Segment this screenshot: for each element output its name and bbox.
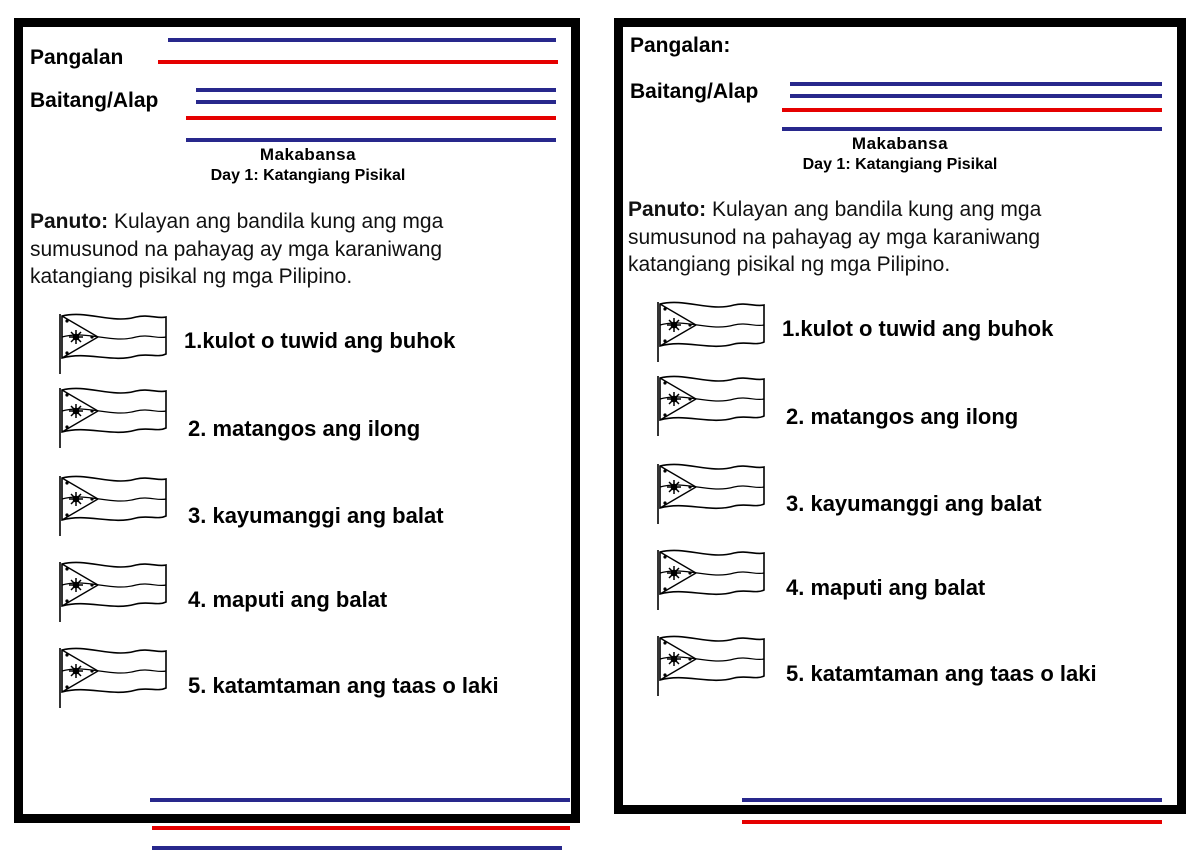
- philippine-flag-icon: [52, 470, 172, 542]
- heading-line1-right: Makabansa: [851, 134, 949, 153]
- heading-line2-right: Day 1: Katangiang Pisikal: [802, 156, 998, 173]
- item-label-5-left: 5. katamtaman ang taas o laki: [188, 673, 499, 698]
- instruction-bold-right: Panuto:: [628, 198, 707, 221]
- rule-red-top-right: [782, 108, 1162, 112]
- instruction-left: [30, 208, 550, 291]
- rule-blue-mid2-left: [196, 100, 556, 104]
- rule-blue-mid-right: [782, 127, 1162, 131]
- grade-field-label-right: Baitang/Alap: [630, 80, 759, 103]
- instruction-text-right: Kulayan ang bandila kung ang mga sumusunod na pahayag ay mga karaniwang katangiang pisikal ng mga Pilipino.: [628, 198, 1042, 277]
- rule-red-bottom-right: [742, 820, 1162, 824]
- grade-field-label-left: Baitang/Alap: [30, 89, 159, 112]
- rule-blue-mid3-left: [186, 138, 556, 142]
- item-label-2-right: 2. matangos ang ilong: [786, 404, 1019, 429]
- item-label-2-left: 2. matangos ang ilong: [188, 416, 421, 441]
- name-field-label-left: Pangalan: [30, 46, 124, 69]
- philippine-flag-icon: [650, 630, 770, 702]
- rule-blue-bottom-right: [742, 798, 1162, 802]
- philippine-flag-icon: [52, 642, 172, 714]
- item-label-5-right: 5. katamtaman ang taas o laki: [786, 661, 1097, 686]
- name-field-label-right: Pangalan:: [630, 34, 731, 57]
- rule-blue-top2-right: [790, 94, 1162, 98]
- rule-blue-bottom1-left: [150, 798, 570, 802]
- philippine-flag-icon: [650, 458, 770, 530]
- instruction-bold-left: Panuto:: [30, 210, 109, 233]
- philippine-flag-icon: [650, 544, 770, 616]
- item-label-3-left: 3. kayumanggi ang balat: [188, 503, 444, 528]
- philippine-flag-icon: [52, 382, 172, 454]
- instruction-text-left: Kulayan ang bandila kung ang mga sumusunod na pahayag ay mga karaniwang katangiang pisikal ng mga Pilipino.: [30, 210, 444, 289]
- item-label-1-left: 1.kulot o tuwid ang buhok: [184, 328, 456, 353]
- philippine-flag-icon: [650, 296, 770, 368]
- heading-line2-left: Day 1: Katangiang Pisikal: [210, 167, 406, 184]
- rule-red-top-left: [158, 60, 558, 64]
- item-label-4-left: 4. maputi ang balat: [188, 587, 388, 612]
- philippine-flag-icon: [52, 556, 172, 628]
- philippine-flag-icon: [650, 370, 770, 442]
- item-label-4-right: 4. maputi ang balat: [786, 575, 986, 600]
- rule-blue-top-right: [790, 82, 1162, 86]
- rule-red-mid-left: [186, 116, 556, 120]
- rule-red-bottom-left: [152, 826, 570, 830]
- philippine-flag-icon: [52, 308, 172, 380]
- heading-right: [770, 134, 1030, 174]
- item-label-3-right: 3. kayumanggi ang balat: [786, 491, 1042, 516]
- heading-left: [178, 145, 438, 185]
- instruction-right: [628, 196, 1148, 279]
- rule-blue-mid1-left: [196, 88, 556, 92]
- item-label-1-right: 1.kulot o tuwid ang buhok: [782, 316, 1054, 341]
- heading-line1-left: Makabansa: [259, 145, 357, 164]
- rule-blue-bottom2-left: [152, 846, 562, 850]
- rule-blue-top-left: [168, 38, 556, 42]
